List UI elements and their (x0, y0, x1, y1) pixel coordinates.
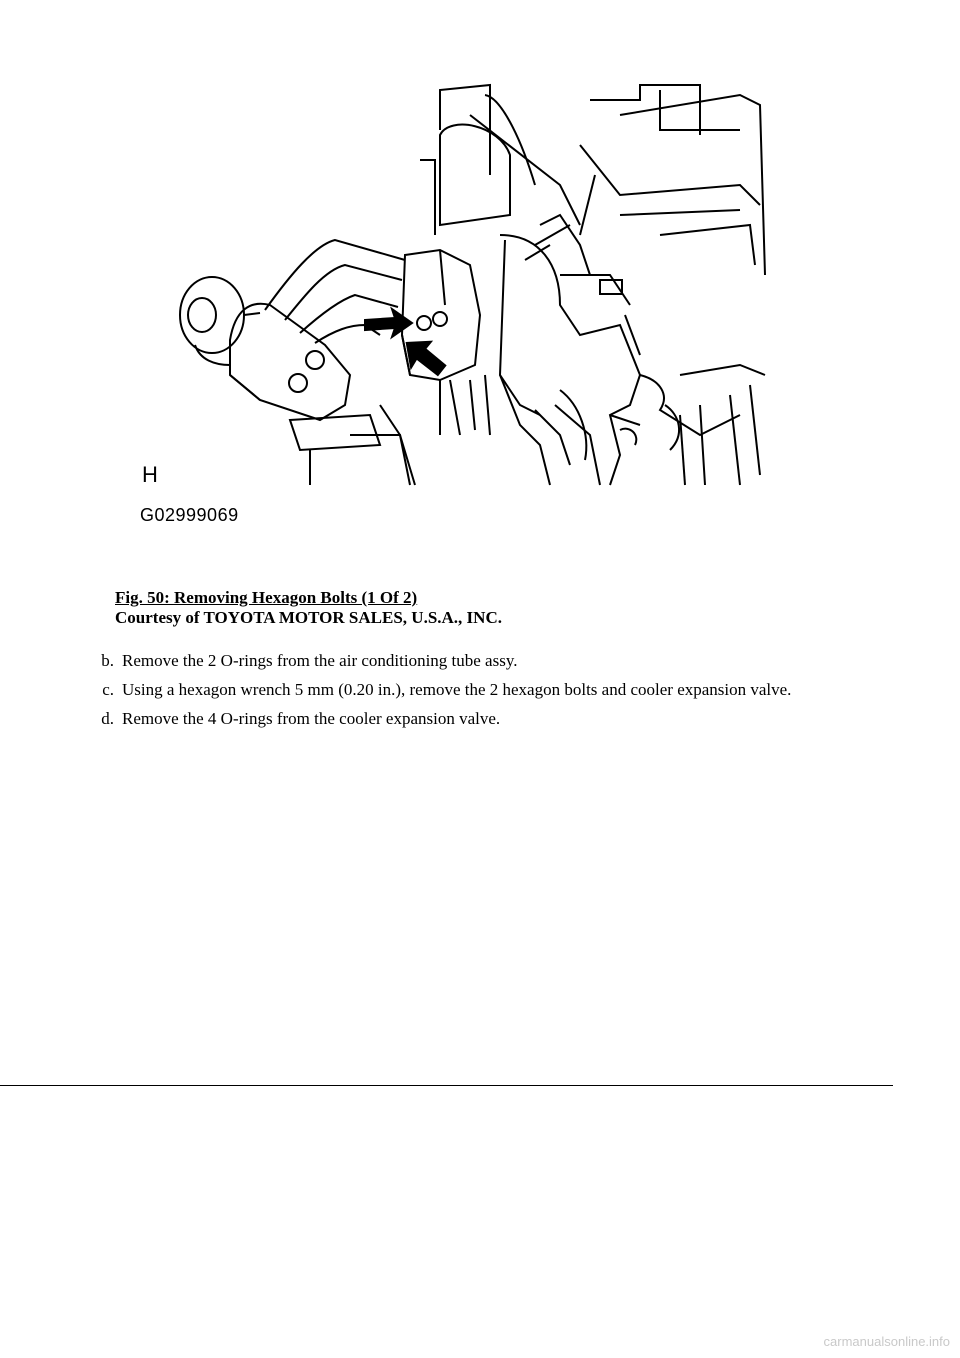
list-item (80, 651, 791, 671)
figure-code: G02999069 (140, 505, 239, 525)
list-item (80, 709, 791, 729)
watermark: carmanualsonline.info (823, 1334, 950, 1349)
figure-caption (115, 588, 502, 628)
step-letter: b. (101, 651, 114, 670)
figure-courtesy: Courtesy of TOYOTA MOTOR SALES, U.S.A., INC. (115, 608, 502, 627)
expansion-valve-illustration (140, 75, 770, 535)
step-letter: c. (102, 680, 114, 699)
figure-marker: H (142, 462, 158, 487)
figure-title: Fig. 50: Removing Hexagon Bolts (1 Of 2) (115, 588, 418, 607)
page-divider (0, 1085, 893, 1086)
procedure-steps (80, 651, 791, 738)
step-text: Using a hexagon wrench 5 mm (0.20 in.), remove the 2 hexagon bolts and cooler expansion valve. (122, 680, 792, 699)
step-text: Remove the 2 O-rings from the air conditioning tube assy. (122, 651, 518, 670)
step-text: Remove the 4 O-rings from the cooler expansion valve. (122, 709, 501, 728)
list-item (80, 680, 791, 700)
step-letter: d. (101, 709, 114, 728)
